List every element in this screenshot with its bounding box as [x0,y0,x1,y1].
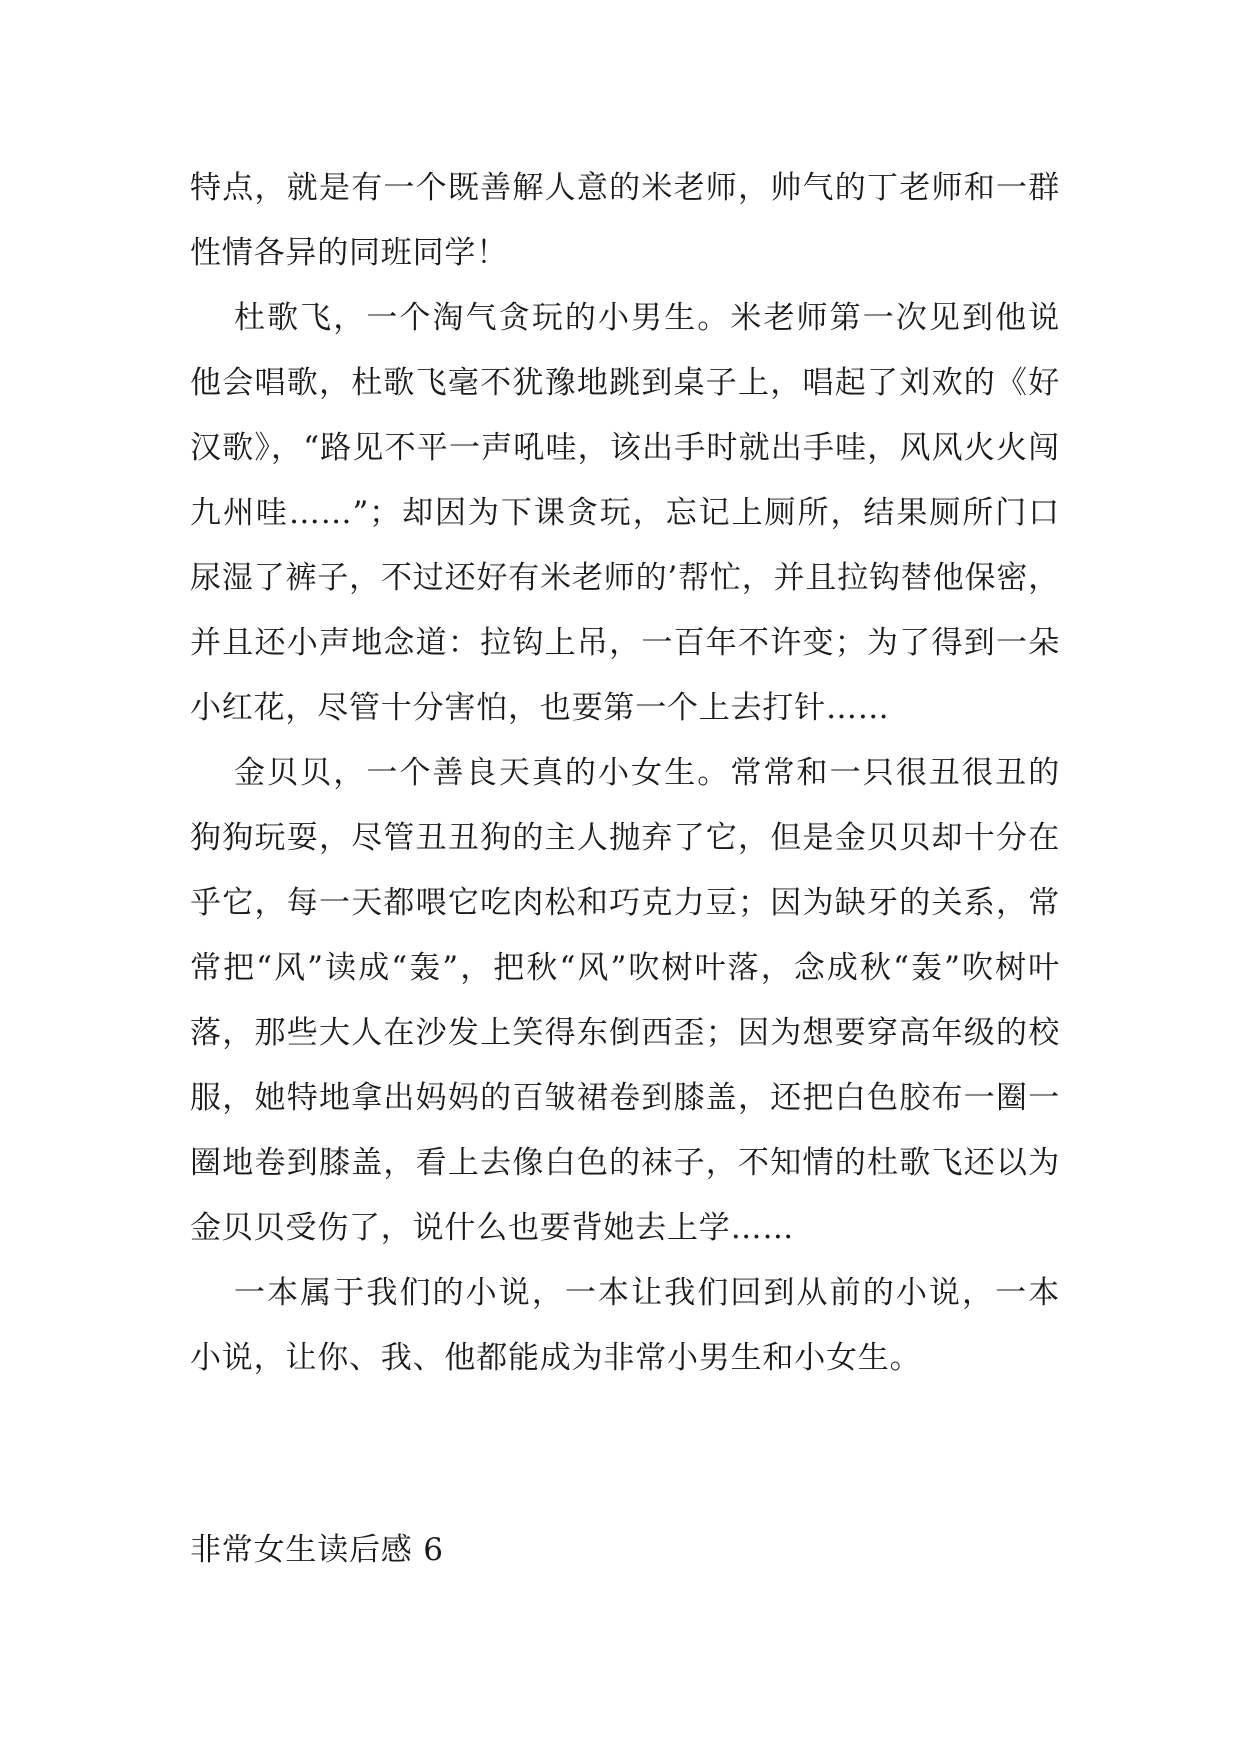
paragraph-conclusion: 一本属于我们的小说，一本让我们回到从前的小说，一本小说，让你、我、他都能成为非常小男生和小女生。 [190,1275,1060,1376]
paragraph-continuation: 特点，就是有一个既善解人意的米老师，帅气的丁老师和一群性情各异的同班同学！ [190,170,1060,271]
document-body [190,156,1060,1391]
section-heading: 非常女生读后感 6 [190,1532,444,1568]
paragraph-jin-beibei: 金贝贝，一个善良天真的小女生。常常和一只很丑很丑的狗狗玩耍，尽管丑丑狗的主人抛弃了它，但是金贝贝却十分在乎它，每一天都喂它吃肉松和巧克力豆；因为缺牙的关系，常常把“风”读成“轰”，把秋“风”吹树叶落，念成秋“轰”吹树叶落，那些大人在沙发上笑得东倒西歪；因为想要穿高年级的校服，她特地拿出妈妈的百皱裙卷到膝盖，还把白色胶布一圈一圈地卷到膝盖，看上去像白色的袜子，不知情的杜歌飞还以为金贝贝受伤了，说什么也要背她去上学…… [190,755,1060,1246]
paragraph-du-gefei: 杜歌飞，一个淘气贪玩的小男生。米老师第一次见到他说他会唱歌，杜歌飞毫不犹豫地跳到桌子上，唱起了刘欢的《好汉歌》，“路见不平一声吼哇，该出手时就出手哇，风风火火闯九州哇……”；却因为下课贪玩，忘记上厕所，结果厕所门口尿湿了裤子，不过还好有米老师的’帮忙，并且拉钩替他保密，并且还小声地念道：拉钩上吊，一百年不许变；为了得到一朵小红花，尽管十分害怕，也要第一个上去打针…… [190,300,1060,726]
